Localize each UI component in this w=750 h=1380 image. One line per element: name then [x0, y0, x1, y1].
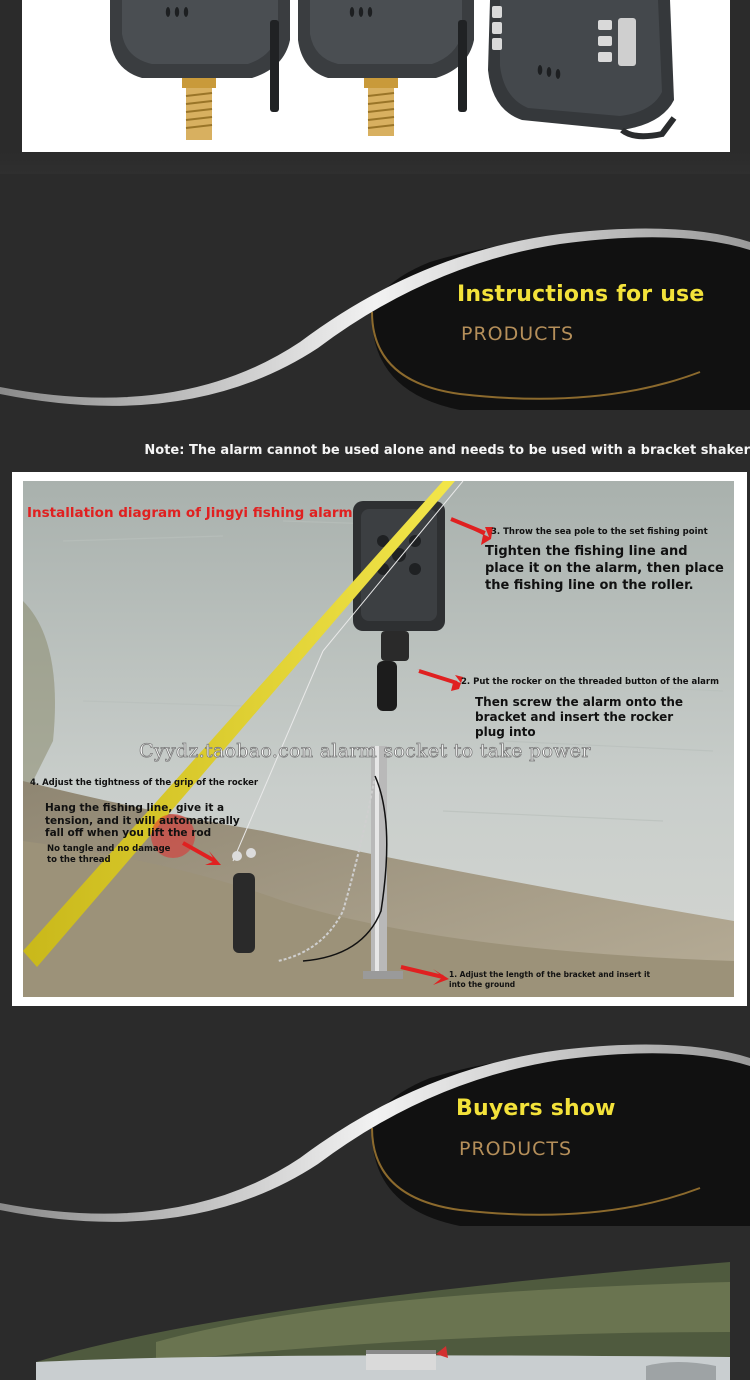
step4-note: No tangle and no damage to the thread — [47, 844, 171, 865]
installation-diagram — [23, 481, 734, 997]
step2-body: Then screw the alarm onto the bracket and insert the rocker plug into — [475, 695, 684, 739]
step2-heading: 2. Put the rocker on the threaded button of the alarm — [461, 677, 719, 687]
panel-shadow — [0, 152, 750, 174]
step3-body: Tighten the fishing line and place it on the alarm, then place the fishing line on the roller. — [485, 544, 724, 593]
diagram-title: Installation diagram of Jingyi fishing alarm — [27, 505, 353, 521]
bite-alarm-image — [22, 0, 730, 152]
section-subtitle: PRODUCTS — [461, 323, 575, 345]
step3-heading: 3. Throw the sea pole to the set fishing point — [491, 527, 708, 537]
buyers-photo — [36, 1262, 730, 1380]
section-subtitle: PRODUCTS — [459, 1138, 573, 1160]
step4-heading: 4. Adjust the tightness of the grip of the rocker — [30, 778, 259, 788]
section-banner-buyers — [0, 1038, 750, 1208]
banner-swoosh — [0, 1038, 750, 1228]
usage-note: Note: The alarm cannot be used alone and needs to be used with a bracket shaker — [144, 443, 750, 458]
banner-swoosh — [0, 222, 750, 412]
section-title: Buyers show — [456, 1096, 616, 1121]
watermark-text: Cyydz.taobao.con alarm socket to take power — [139, 740, 591, 762]
step4-body: Hang the fishing line, give it a tension, and it will automatically fall off when you lift the rod — [45, 802, 240, 839]
product-photo-alarms — [22, 0, 730, 152]
lake-photo — [36, 1262, 730, 1380]
section-title: Instructions for use — [457, 282, 705, 307]
step1-heading: 1. Adjust the length of the bracket and insert it into the ground — [449, 970, 651, 989]
section-banner-instructions — [0, 222, 750, 392]
